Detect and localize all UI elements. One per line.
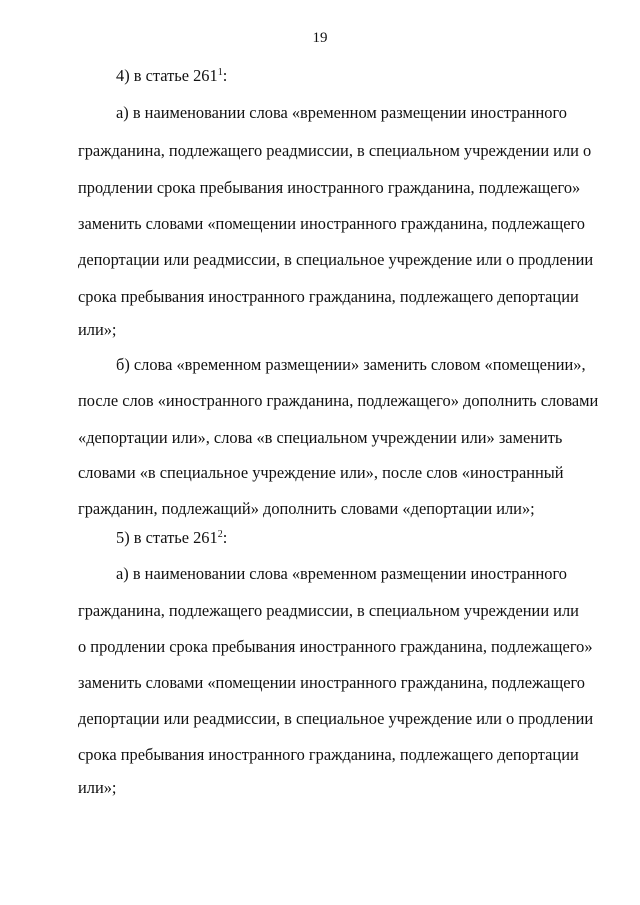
paragraph-line: депортации или реадмиссии, в специальное учреждение или о продлении (78, 250, 594, 269)
paragraph-line: после слов «иностранного гражданина, подлежащего» дополнить словами (78, 391, 599, 410)
paragraph-line: гражданина, подлежащего реадмиссии, в специальном учреждении или (78, 601, 579, 620)
paragraph-line: заменить словами «помещении иностранного гражданина, подлежащего (78, 673, 585, 692)
paragraph-line: о продлении срока пребывания иностранного гражданина, подлежащего» (78, 637, 593, 656)
paragraph-line: депортации или реадмиссии, в специальное учреждение или о продлении (78, 709, 594, 728)
paragraph-line: а) в наименовании слова «временном размещении иностранного (116, 103, 567, 122)
heading-text: 4) в статье 261 (116, 66, 218, 85)
heading-colon: : (222, 66, 228, 85)
paragraph-line: срока пребывания иностранного гражданина, подлежащего депортации (78, 745, 579, 764)
paragraph-line: или»; (78, 320, 117, 339)
heading-superscript: 2 (217, 529, 223, 540)
page-number: 19 (312, 30, 328, 46)
paragraph-line: гражданина, подлежащего реадмиссии, в специальном учреждении или о (78, 141, 592, 160)
heading-colon: : (222, 528, 228, 547)
paragraph-line: или»; (78, 778, 117, 797)
paragraph-line: «депортации или», слова «в специальном учреждении или» заменить (78, 428, 563, 447)
paragraph-line: срока пребывания иностранного гражданина, подлежащего депортации (78, 287, 579, 306)
paragraph-line: гражданин, подлежащий» дополнить словами «депортации или»; (78, 499, 535, 518)
heading-superscript: 1 (217, 67, 223, 78)
heading-text: 5) в статье 261 (116, 528, 218, 547)
paragraph-line: заменить словами «помещении иностранного гражданина, подлежащего (78, 214, 585, 233)
paragraph-line: б) слова «временном размещении» заменить словом «помещении», (116, 355, 586, 374)
article-heading (116, 66, 227, 86)
paragraph-line: продлении срока пребывания иностранного гражданина, подлежащего» (78, 178, 581, 197)
paragraph-line: а) в наименовании слова «временном размещении иностранного (116, 564, 567, 583)
article-heading (116, 528, 227, 548)
paragraph-line: словами «в специальное учреждение или», после слов «иностранный (78, 463, 564, 482)
